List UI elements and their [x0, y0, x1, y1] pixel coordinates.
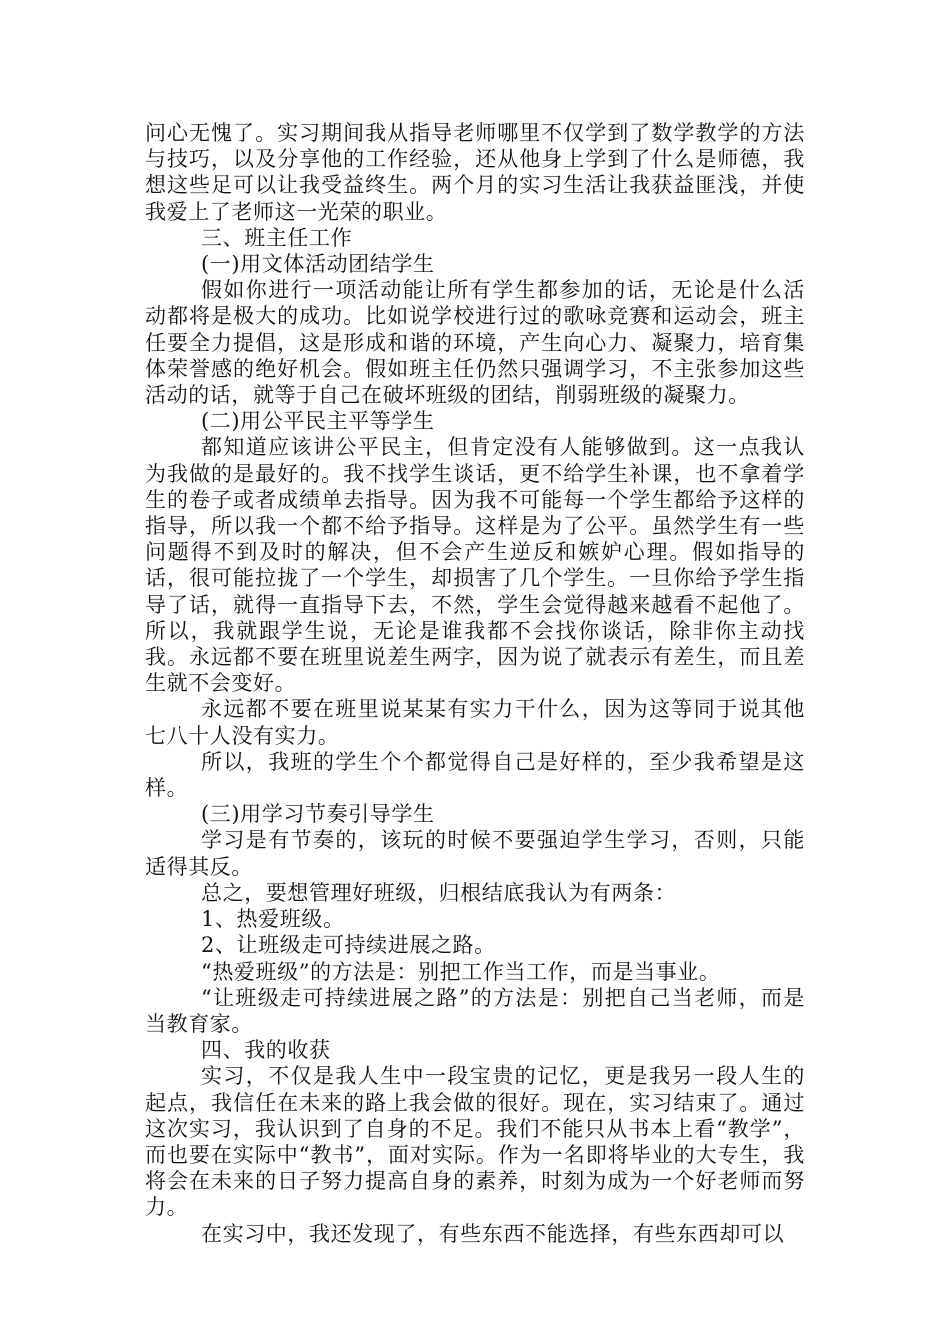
heading-class-teacher-work: 三、班主任工作 — [201, 225, 353, 250]
paragraph-love-class: “热爱班级”的方法是：别把工作当工作，而是当事业。 — [201, 959, 721, 984]
paragraph-activities: 假如你进行一项活动能让所有学生都参加的话，无论是什么活动都将是极大的成功。比如说学校进行过的歌咏竞赛和运动会，班主任要全力提倡，这是形成和谐的环境，产生向心力、凝聚力，培育集体荣誉感的绝好机会。假如班主任仍然只强调学习，不主张参加这些活动的话，就等于自己在破坏班级的团结，削弱班级的凝聚力。 — [145, 278, 805, 408]
paragraph-sustainable: “让班级走可持续进展之路”的方法是：别把自己当老师，而是当教育家。 — [145, 985, 805, 1036]
list-item-1: 1、热爱班级。 — [201, 907, 345, 932]
paragraph-fairness: 都知道应该讲公平民主，但肯定没有人能够做到。这一点我认为我做的是最好的。我不找学生谈话，更不给学生补课，也不拿着学生的卷子或者成绩单去指导。因为我不可能每一个学生都给予这样的指导，所以我一个都不给予指导。这样是为了公平。虽然学生有一些问题得不到及时的解决，但不会产生逆反和嫉妒心理。假如指导的话，很可能拉拢了一个学生，却损害了几个学生。一旦你给予学生指导了话，就得一直指导下去，不然，学生会觉得越来越看不起他了。所以，我就跟学生说，无论是谁我都不会找你谈话，除非你主动找我。永远都不要在班里说差生两字，因为说了就表示有差生，而且差生就不会变好。 — [145, 435, 805, 696]
document-body — [145, 120, 805, 1247]
paragraph-ability: 永远都不要在班里说某某有实力干什么，因为这等同于说其他七八十人没有实力。 — [145, 697, 805, 748]
paragraph-summary: 总之，要想管理好班级，归根结底我认为有两条： — [201, 880, 677, 905]
subheading-1: (一)用文体活动团结学生 — [201, 252, 435, 277]
subheading-2: (二)用公平民主平等学生 — [201, 409, 435, 434]
subheading-3: (三)用学习节奏引导学生 — [201, 802, 435, 827]
heading-my-gains: 四、我的收获 — [201, 1038, 331, 1063]
paragraph-final: 在实习中，我还发现了，有些东西不能选择，有些东西却可以 — [201, 1221, 785, 1246]
paragraph-students-good: 所以，我班的学生个个都觉得自己是好样的，至少我希望是这样。 — [145, 749, 805, 801]
paragraph-1: 问心无愧了。实习期间我从指导老师哪里不仅学到了数学教学的方法与技巧，以及分享他的工作经验，还从他身上学到了什么是师德，我想这些足可以让我受益终生。两个月的实习生活让我获益匪浅，并使我爱上了老师这一光荣的职业。 — [145, 121, 805, 224]
paragraph-rhythm: 学习是有节奏的，该玩的时候不要强迫学生学习，否则，只能适得其反。 — [145, 828, 805, 879]
paragraph-internship: 实习，不仅是我人生中一段宝贵的记忆，更是我另一段人生的起点，我信任在未来的路上我会做的很好。现在，实习结束了。通过这次实习，我认识到了自身的不足。我们不能只从书本上看“教学”，而也要在实际中“教书”，面对实际。作为一名即将毕业的大专生，我将会在未来的日子努力提高自身的素养，时刻为成为一个好老师而努力。 — [145, 1064, 805, 1220]
list-item-2: 2、让班级走可持续进展之路。 — [201, 933, 496, 958]
